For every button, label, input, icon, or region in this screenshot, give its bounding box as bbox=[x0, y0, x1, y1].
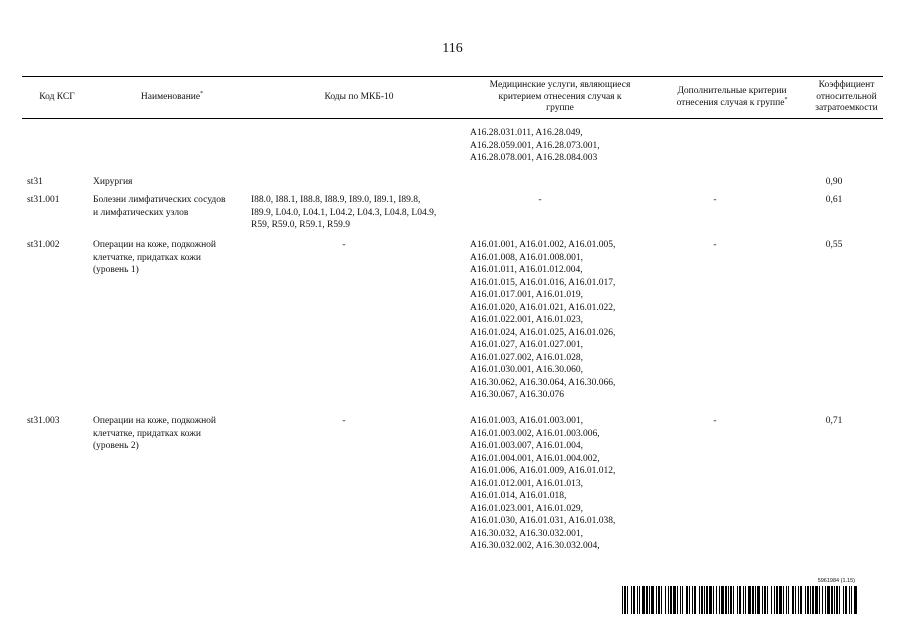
barcode-number: 5961984 (1.15) bbox=[817, 578, 855, 584]
header-services: Медицинские услуги, являющиеся критерием отнесения случая к группе bbox=[489, 80, 631, 114]
cell-name: Болезни лимфатических сосудов и лимфатических узлов bbox=[93, 195, 226, 218]
cell-coef: 0,55 bbox=[825, 240, 843, 250]
cell-code: st31 bbox=[27, 177, 43, 187]
cell-services: A16.28.031.011, A16.28.049, A16.28.059.001, A16.28.073.001, A16.28.078.001, A16.28.084.003 bbox=[470, 128, 600, 163]
table-header bbox=[22, 76, 883, 119]
page-number: 116 bbox=[442, 41, 463, 56]
cell-extra: - bbox=[713, 416, 717, 426]
cell-services: - bbox=[538, 195, 542, 205]
header-coefficient: Коэффициент относительной затратоемкости bbox=[815, 80, 878, 114]
cell-services: A16.01.001, A16.01.002, A16.01.005, A16.01.008, A16.01.008.001, A16.01.011, A16.01.012.004, A16.01.015, A16.01.016, A16.01.017, A16.01.017.001, A16.01.019, A16.01.020, A16.01.021, A16.01.022, A16.01.022.001, A16.01.023, A16.01.024, A16.01.025, A16.01.026, A16.01.027, A16.01.027.001, A16.01.027.002, A16.01.028, A16.01.030.001, A16.30.060, A16.30.062, A16.30.064, A16.30.066, A16.30.067, A16.30.076 bbox=[470, 240, 616, 400]
barcode-bars bbox=[622, 586, 859, 614]
cell-services: A16.01.003, A16.01.003.001, A16.01.003.002, A16.01.003.006, A16.01.003.007, A16.01.004, A16.01.004.001, A16.01.004.002, A16.01.006, A16.01.009, A16.01.012, A16.01.012.001, A16.01.013, A16.01.014, A16.01.018, A16.01.023.001, A16.01.029, A16.01.030, A16.01.031, A16.01.038, A16.30.032, A16.30.032.001, A16.30.032.002, A16.30.032.004, bbox=[470, 416, 616, 551]
cell-extra: - bbox=[713, 240, 717, 250]
cell-coef: 0,90 bbox=[825, 177, 843, 187]
cell-code: st31.001 bbox=[27, 195, 60, 205]
cell-name: Операции на коже, подкожной клетчатке, придатках кожи (уровень 2) bbox=[93, 416, 217, 451]
cell-code: st31.003 bbox=[27, 416, 60, 426]
header-code: Код КСГ bbox=[39, 91, 75, 102]
cell-name: Операции на коже, подкожной клетчатке, придатках кожи (уровень 1) bbox=[93, 240, 217, 275]
cell-mkb: - bbox=[342, 416, 346, 426]
cell-code: st31.002 bbox=[27, 240, 60, 250]
header-name: Наименование* bbox=[140, 90, 204, 102]
header-extra-criteria: Дополнительные критерии отнесения случая к группе* bbox=[676, 86, 788, 108]
cell-name: Хирургия bbox=[93, 177, 133, 187]
barcode bbox=[622, 578, 859, 614]
cell-mkb: - bbox=[342, 240, 346, 250]
cell-coef: 0,61 bbox=[825, 195, 843, 205]
cell-extra: - bbox=[713, 195, 717, 205]
cell-mkb: I88.0, I88.1, I88.8, I88.9, I89.0, I89.1, I89.8, I89.9, L04.0, L04.1, L04.2, L04.3, L04.8, L04.9, R59, R59.0, R59.1, R59.9 bbox=[251, 195, 437, 230]
header-mkb: Коды по МКБ-10 bbox=[324, 91, 394, 102]
cell-coef: 0,71 bbox=[825, 416, 843, 426]
